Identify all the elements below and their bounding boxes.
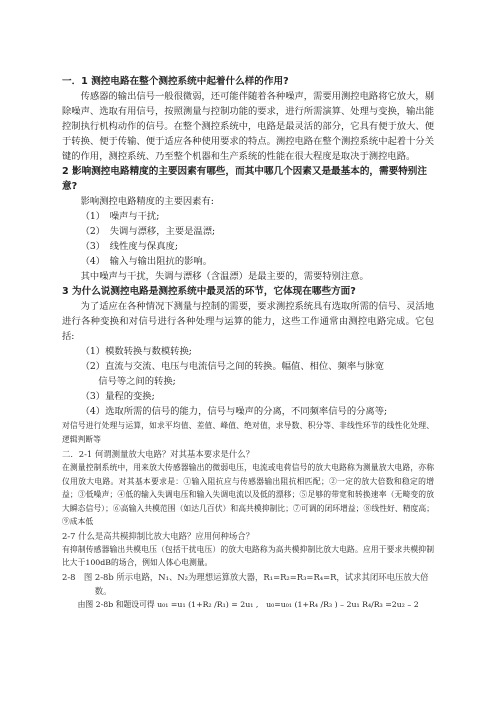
q21-body: 在测量控制系统中，用来放大传感器输出的微弱电压，电流或电荷信号的放大电路称为测量放大电路，亦称仪用放大电路。对其基本要求是：①输入阻抗应与传感器输出阻抗相匹配；②一定的放大倍数和稳定的增益；③低噪声；④低的输入失调电压和输入失调电流以及低的漂移；⑤足够的带宽和转换速率（无畸变的放大瞬态信号）；⑥高输入共模范围（如达几百伏）和高共模抑制比；⑦可调的闭环增益；⑧线性好、精度高；⑨成本低 (62, 463, 434, 526)
q2-item-4: （4） 输入与输出阻抗的影响。 (80, 256, 213, 267)
q21-heading: 二．2-1 何谓测量放大电路？对其基本要求是什么？ (62, 449, 255, 459)
q3-item-2-continuation: 信号等之间的转换; (98, 376, 176, 387)
q2-conclusion: 其中噪声与干扰，失调与漂移（含温漂）是最主要的，需要特别注意。 (80, 271, 369, 282)
q3-item-2: （2）直流与交流、电压与电流信号之间的转换。幅值、相位、频率与脉宽 (80, 361, 385, 372)
q28-heading-continuation: 数。 (94, 585, 112, 596)
q3-intro: 为了适应在各种情况下测量与控制的需要，要求测控系统具有选取所需的信号、灵活地进行各种变换和对信号进行各种处理与运算的能力，这些工作通常由测控电路完成。它包括: (62, 301, 434, 342)
q2-item-3: （3） 线性度与保真度; (80, 241, 178, 252)
q27-body: 有抑制传感器输出共模电压（包括干扰电压）的放大电路称为高共模抑制比放大电路。应用于要求共模抑制比大于100dB的场合，例如人体心电测量。 (62, 544, 434, 567)
q27-heading: 2-7 什么是高共模抑制比放大电路？应用何种场合？ (62, 530, 255, 541)
q2-heading: 2 影响测控电路精度的主要因素有哪些，而其中哪几个因素又是最基本的，需要特别注意? (62, 166, 427, 192)
q28-heading: 2-8 图 2-8b 所示电路，N₁、N₂为理想运算放大器，R₁=R₂=R₃=R₄=R，试求其闭环电压放大倍 (62, 571, 429, 582)
q3-item-4-rest: 对信号进行处理与运算，如求平均值、差值、峰值、绝对值，求导数、积分等、非线性环节的线性化处理、逻辑判断等 (62, 421, 434, 444)
q1-heading: 一．1 测控电路在整个测控系统中起着什么样的作用? (62, 76, 289, 87)
q2-intro: 影响测控电路精度的主要因素有: (80, 196, 214, 207)
q3-item-4: （4）选取所需的信号的能力，信号与噪声的分离，不同频率信号的分离等; (80, 406, 388, 417)
q2-item-2: （2） 失调与漂移，主要是温漂; (80, 226, 216, 237)
document-page (62, 74, 434, 611)
q1-body: 传感器的输出信号一般很微弱，还可能伴随着各种噪声，需要用测控电路将它放大，剔除噪声、选取有用信号，按照测量与控制功能的要求，进行所需演算、处理与变换，输出能控制执行机构动作的信号。在整个测控系统中，电路是最灵活的部分，它具有便于放大、便于转换、便于传输、便于适应各种使用要求的特点。测控电路在整个测控系统中起着十分关键的作用，测控系统、乃至整个机器和生产系统的性能在很大程度是取决于测控电路。 (62, 91, 434, 162)
q3-heading: 3 为什么说测控电路是测控系统中最灵活的环节，它体现在哪些方面? (62, 286, 356, 297)
q2-item-1: （1） 噪声与干扰; (80, 211, 160, 222)
q3-item-3: （3）量程的变换; (80, 391, 155, 402)
q28-body: 由图 2-8b 和题设可得 u₀₁ =u₁ (1+R₂ /R₁) = 2u₁ , u₀=u₀₁ (1+R₄ /R₃ ) – 2u₁ R₄/R₃ =2u₂ – 2 (77, 599, 419, 609)
q3-item-1: （1）模数转换与数模转换; (80, 346, 192, 357)
